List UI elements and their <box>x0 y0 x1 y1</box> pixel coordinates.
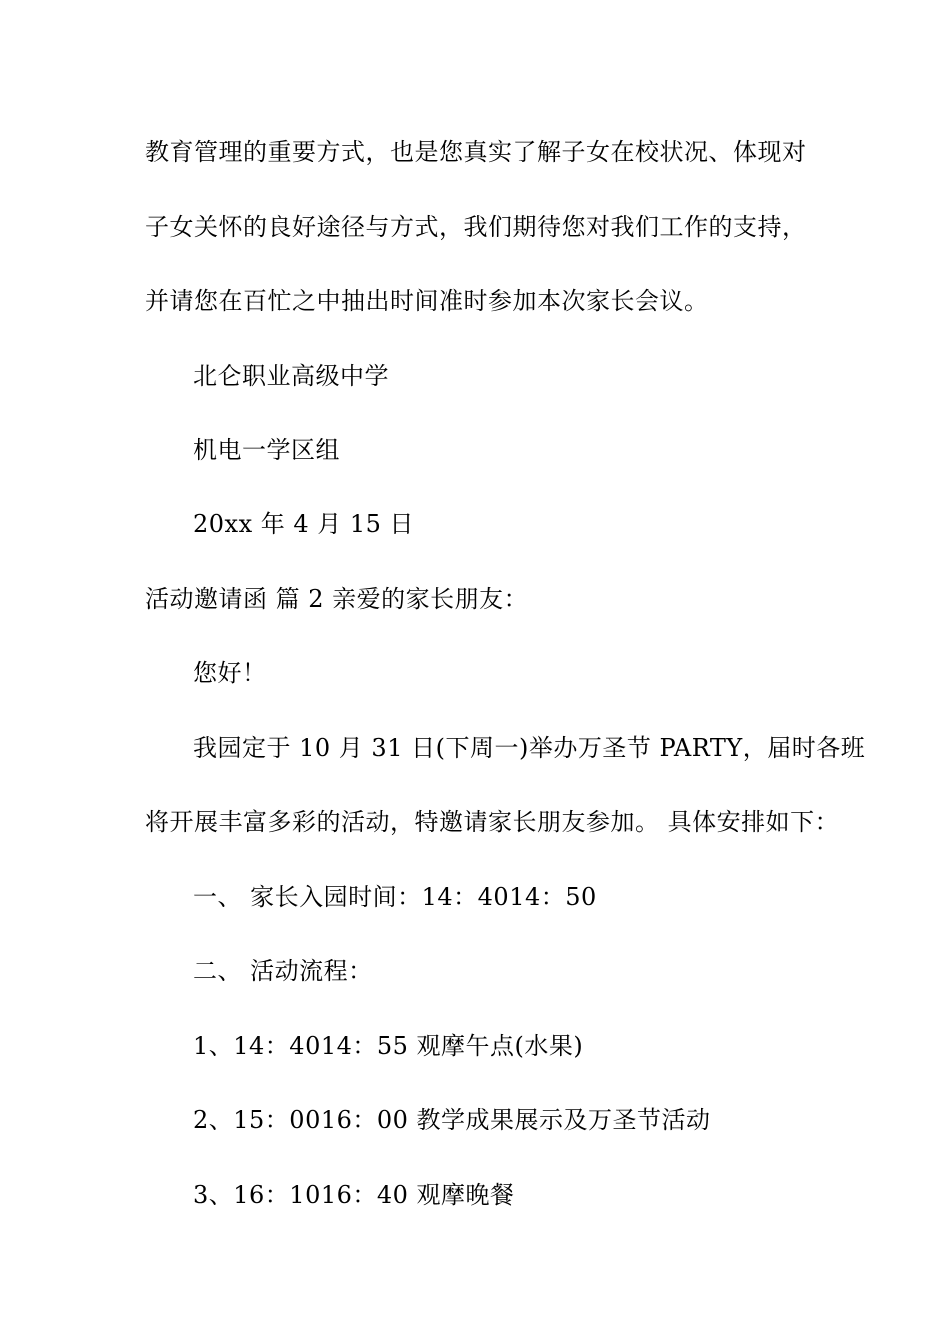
list-item: 1、14：4014：55 观摩午点(水果) <box>193 1032 584 1060</box>
list-item: 一、 家长入园时间：14：4014：50 <box>193 883 597 911</box>
list-item: 2、15：0016：00 教学成果展示及万圣节活动 <box>193 1106 711 1134</box>
paragraph-line: 教育管理的重要方式，也是您真实了解子女在校状况、体现对 <box>145 138 807 166</box>
paragraph-line: 子女关怀的良好途径与方式，我们期待您对我们工作的支持， <box>145 213 807 241</box>
list-item: 二、 活动流程： <box>193 957 373 985</box>
signature-school: 北仑职业高级中学 <box>193 362 389 390</box>
greeting: 您好！ <box>193 659 267 687</box>
section-heading: 活动邀请函 篇 2 亲爱的家长朋友： <box>145 585 529 613</box>
signature-department: 机电一学区组 <box>193 436 340 464</box>
paragraph-line: 将开展丰富多彩的活动，特邀请家长朋友参加。 具体安排如下： <box>145 808 840 836</box>
paragraph-line: 并请您在百忙之中抽出时间准时参加本次家长会议。 <box>145 287 709 315</box>
list-item: 3、16：1016：40 观摩晚餐 <box>193 1181 515 1209</box>
paragraph-line: 我园定于 10 月 31 日(下周一)举办万圣节 PARTY，届时各班 <box>193 734 866 762</box>
signature-date: 20xx 年 4 月 15 日 <box>193 510 415 538</box>
